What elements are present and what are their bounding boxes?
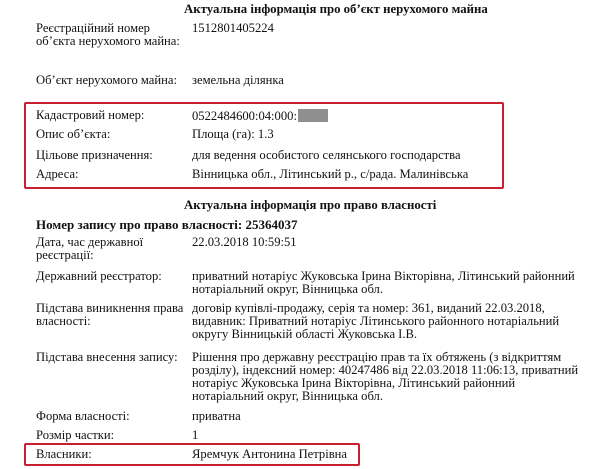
- value-ownership-basis: договір купівлі-продажу, серія та номер: 361, виданий 22.03.2018, видавник: Приватний нотаріус Літинського районного нотаріальний округу Вінницькій області Жуковська І.В.: [192, 301, 560, 341]
- ownership-section-heading: Актуальна інформація про право власності: [184, 198, 437, 212]
- value-state-registrar: приватний нотаріус Жуковська Ірина Вікторівна, Літинський районний нотаріальний округ, Вінницька обл.: [192, 269, 575, 296]
- value-address: Вінницька обл., Літинський р., с/рада. Малинівська: [192, 167, 469, 181]
- value-registration-date: 22.03.2018 10:59:51: [192, 235, 297, 249]
- label-owners: Власники:: [36, 447, 92, 461]
- label-purpose: Цільове призначення:: [36, 148, 153, 162]
- label-cadastral-number: Кадастровий номер:: [36, 108, 145, 122]
- redaction-block: [298, 109, 328, 122]
- label-registration-date: Дата, час державної реєстрації:: [36, 235, 144, 262]
- value-cadastral-number: [192, 109, 587, 123]
- value-share-size: 1: [192, 428, 199, 442]
- label-address: Адреса:: [36, 167, 79, 181]
- label-ownership-form: Форма власності:: [36, 409, 130, 423]
- label-state-registrar: Державний реєстратор:: [36, 269, 162, 283]
- value-entry-basis: Рішення про державну реєстрацію прав та їх обтяжень (з відкриттям розділу), індексний номер: 40247486 від 22.03.2018 11:06:13, приватний нотаріус Жуковська Ірина Вікторівна, Літинський районний нотаріальний округ, Вінницька обл.: [192, 350, 579, 403]
- label-object-type: Об’єкт нерухомого майна:: [36, 73, 177, 87]
- value-ownership-form: приватна: [192, 409, 241, 423]
- label-entry-basis: Підстава внесення запису:: [36, 350, 178, 364]
- label-share-size: Розмір частки:: [36, 428, 115, 442]
- object-section-heading: Актуальна інформація про об’єкт нерухомого майна: [184, 2, 488, 16]
- value-object-description: Площа (га): 1.3: [192, 127, 274, 141]
- label-registration-number: Реєстраційний номер об’єкта нерухомого майна:: [36, 21, 180, 48]
- value-object-type: земельна ділянка: [192, 73, 284, 87]
- value-registration-number: 1512801405224: [192, 21, 274, 35]
- label-object-description: Опис об’єкта:: [36, 127, 111, 141]
- value-purpose: для ведення особистого селянського господарства: [192, 148, 461, 162]
- value-owners: Яремчук Антонина Петрівна: [192, 447, 347, 461]
- ownership-record-title: Номер запису про право власності: 25364037: [36, 217, 298, 232]
- cadastral-number-text: 0522484600:04:000:: [192, 109, 297, 123]
- label-ownership-basis: Підстава виникнення права власності:: [36, 301, 184, 328]
